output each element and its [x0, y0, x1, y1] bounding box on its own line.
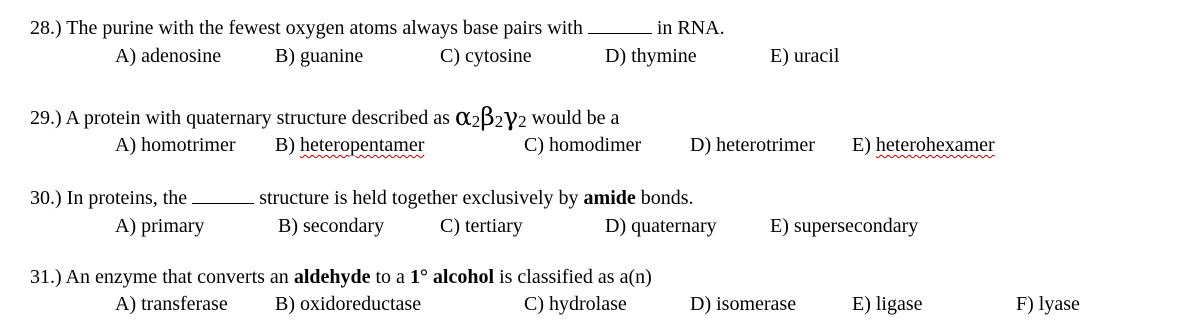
alpha-subscript: 2	[471, 112, 481, 131]
question-31-option-f: F) lyase	[1016, 293, 1080, 315]
answer-blank	[192, 189, 254, 204]
question-30-stem-end: bonds.	[640, 187, 694, 209]
question-31-bold-term-1: aldehyde	[293, 266, 371, 288]
beta-subscript: 2	[494, 112, 504, 131]
question-30-option-b: B) secondary	[278, 215, 385, 237]
question-28-stem-text: 28.) The purine with the fewest oxygen atoms always base pairs with	[30, 17, 583, 39]
question-31-stem	[30, 265, 652, 289]
question-31-option-d: D) isomerase	[690, 293, 797, 315]
question-31-option-a: A) transferase	[115, 293, 228, 315]
question-31-option-c: C) hydrolase	[524, 293, 627, 315]
spellcheck-underline: heteropentamer	[300, 134, 425, 156]
question-31-option-b: B) oxidoreductase	[275, 293, 422, 315]
question-30-option-e: E) supersecondary	[770, 215, 919, 237]
question-28-option-c: C) cytosine	[440, 45, 532, 67]
question-28-option-e: E) uracil	[770, 45, 840, 67]
question-29-option-c: C) homodimer	[524, 134, 642, 156]
question-30-stem-mid: structure is held together exclusively by	[259, 187, 579, 209]
question-30-bold-term: amide	[583, 187, 636, 209]
question-29-stem-text: 29.) A protein with quaternary structure described as	[30, 107, 450, 129]
gamma-symbol: γ	[503, 102, 519, 131]
beta-symbol: β	[480, 102, 495, 131]
question-31-bold-term-2: 1° alcohol	[409, 266, 495, 288]
question-31-stem-text: 31.) An enzyme that converts an	[30, 266, 289, 288]
question-31-option-e: E) ligase	[852, 293, 923, 315]
question-29-option-b	[275, 133, 424, 157]
spellcheck-underline: heterohexamer	[875, 134, 995, 156]
question-29-stem	[30, 104, 619, 131]
question-30-option-c: C) tertiary	[440, 215, 523, 237]
question-30-stem	[30, 186, 694, 210]
question-31-stem-end: is classified as a(n)	[499, 266, 652, 288]
question-29-stem-end: would be a	[531, 107, 620, 129]
question-30-stem-text: 30.) In proteins, the	[30, 187, 188, 209]
question-28-stem-end: in RNA.	[656, 17, 725, 39]
answer-blank	[588, 19, 652, 34]
question-29-option-a: A) homotrimer	[115, 134, 236, 156]
question-28-option-b: B) guanine	[275, 45, 364, 67]
alpha-symbol: α	[454, 102, 472, 131]
question-30-option-a: A) primary	[115, 215, 205, 237]
question-31-stem-mid: to a	[375, 266, 405, 288]
question-29-option-b-text: B) heteropentamer	[275, 134, 425, 156]
subunit-formula	[454, 102, 527, 131]
question-29-option-d: D) heterotrimer	[690, 134, 815, 156]
gamma-subscript: 2	[518, 112, 527, 131]
question-28-option-d: D) thymine	[605, 45, 697, 67]
question-28-stem	[30, 16, 725, 40]
question-28-option-a: A) adenosine	[115, 45, 222, 67]
question-30-option-d: D) quaternary	[605, 215, 717, 237]
question-29-option-e: E) heterohexamer	[852, 134, 995, 156]
